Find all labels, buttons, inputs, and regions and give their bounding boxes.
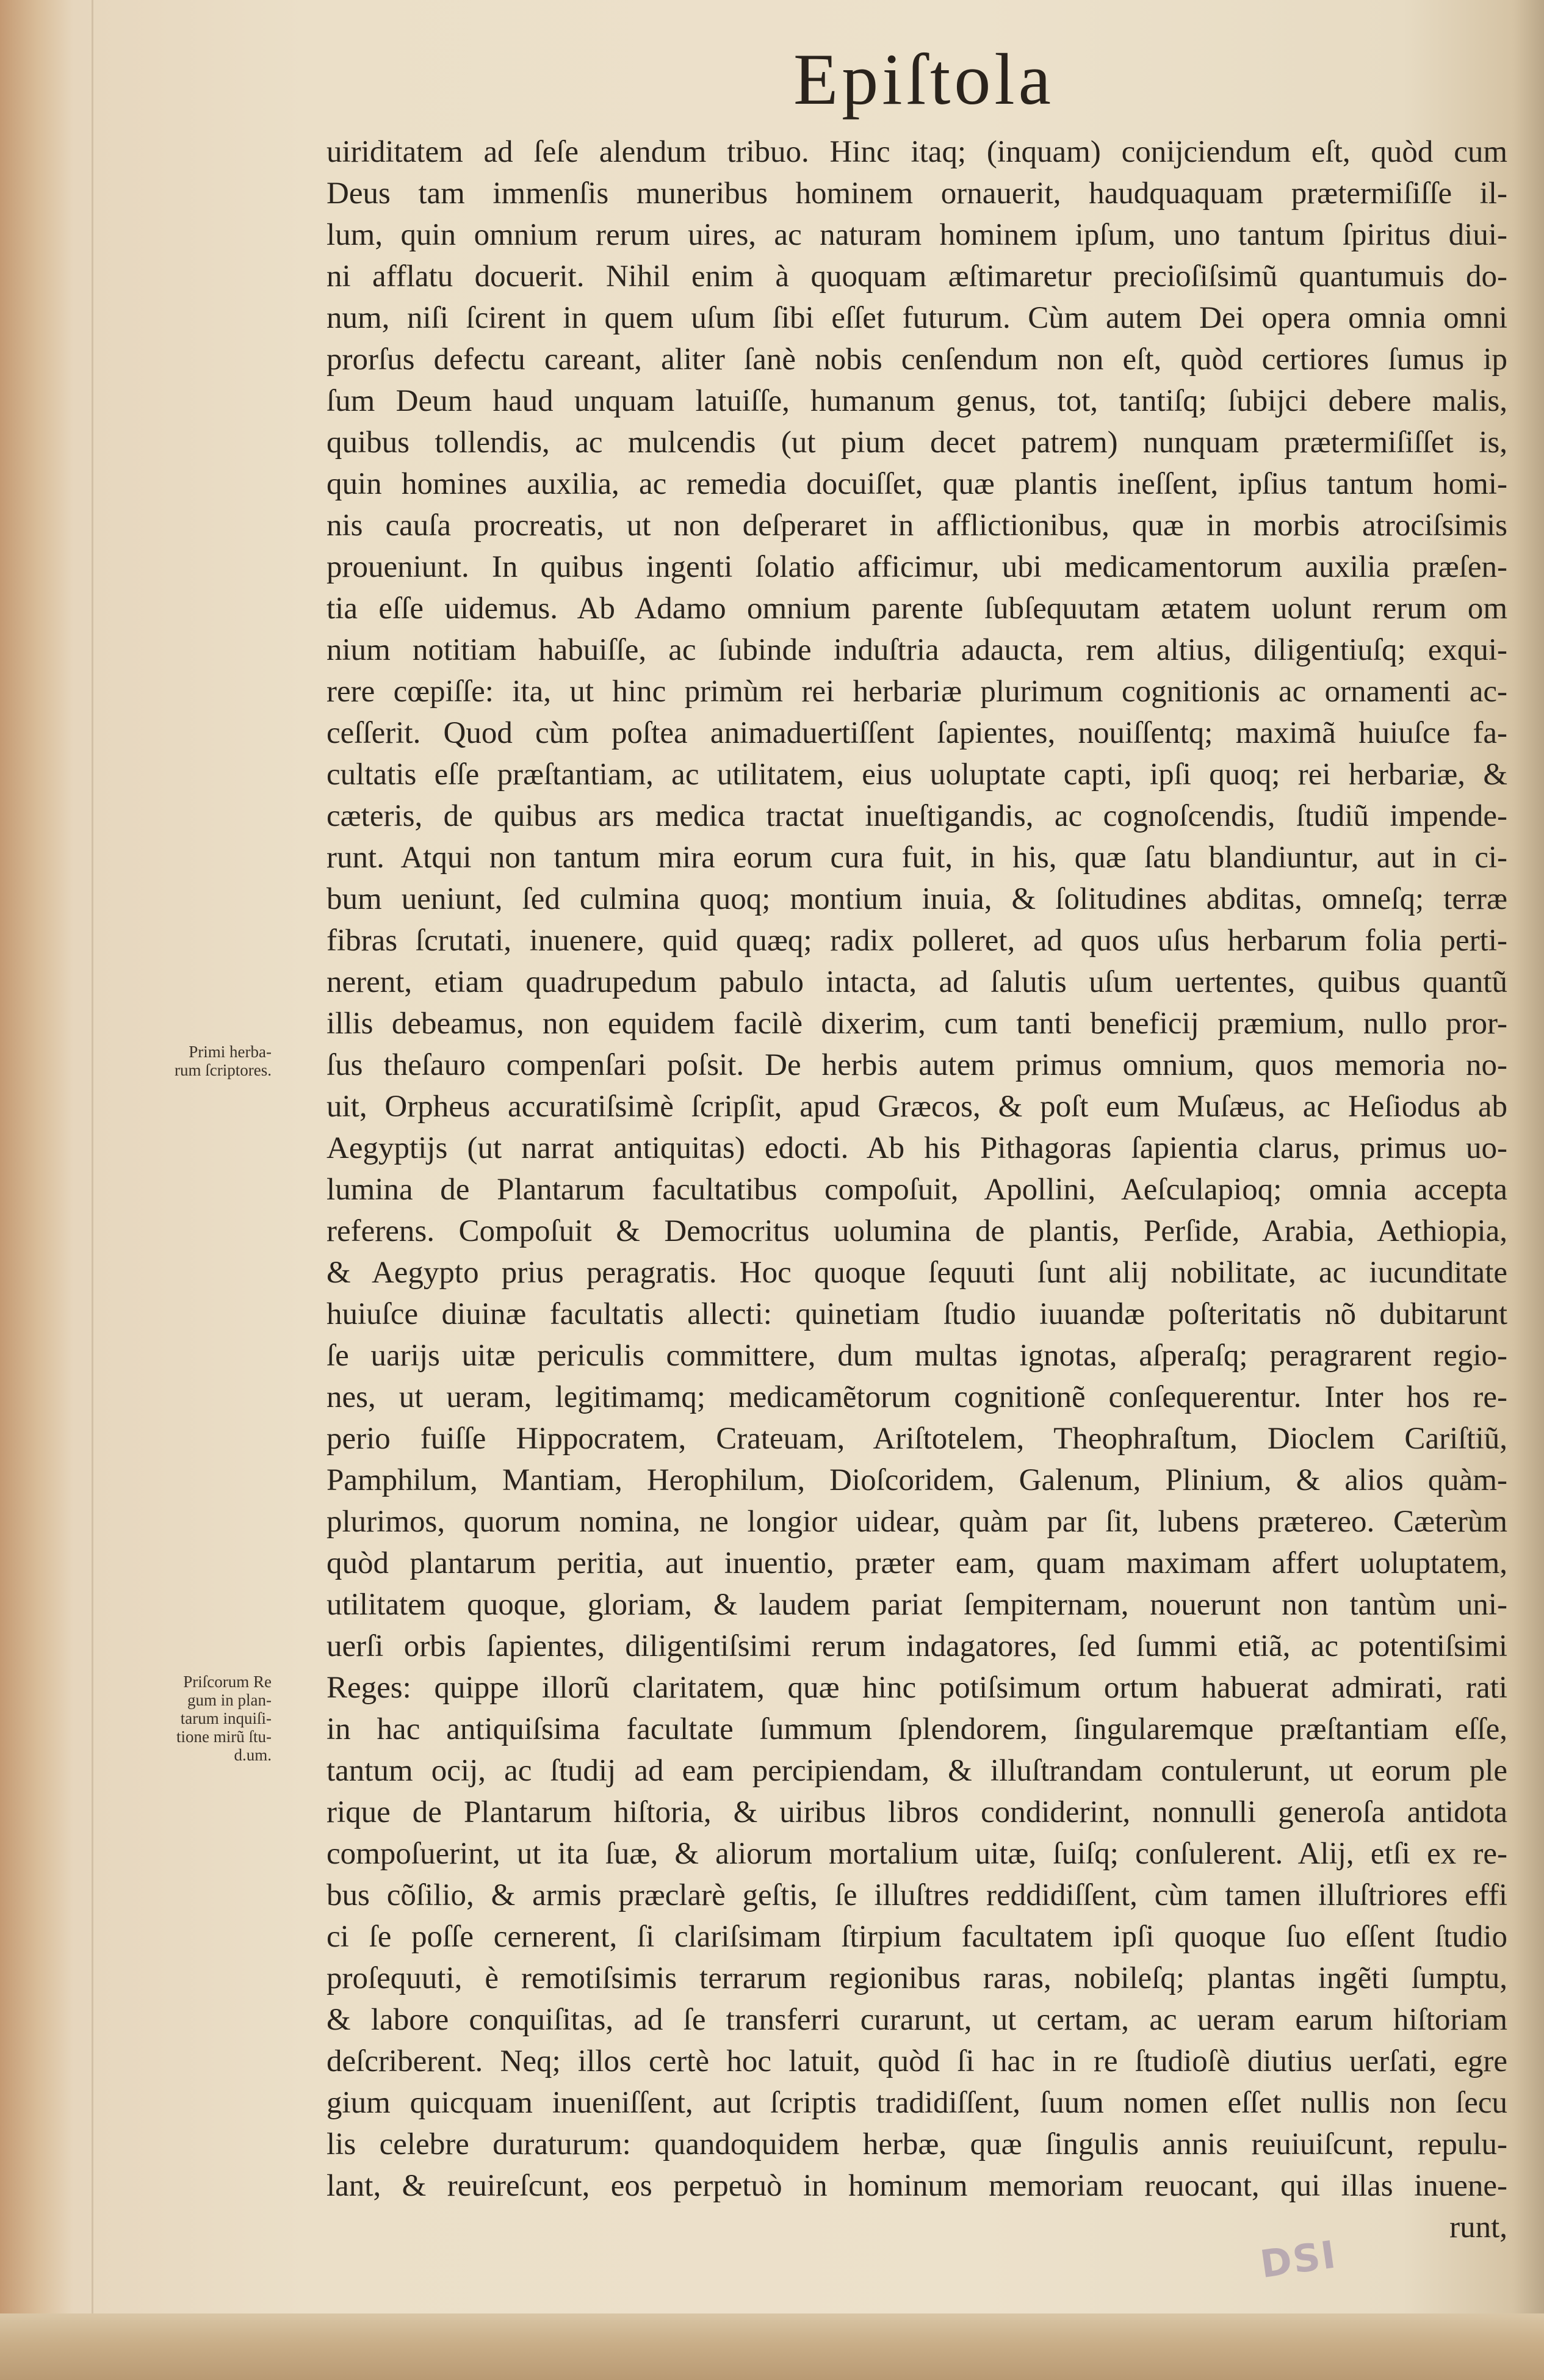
text-line: proſequuti, è remotiſsimis terrarum regionibus raras, nobileſq; plantas ingẽti ſumptu, [326,1961,1507,1995]
text-line: referens. Compoſuit & Democritus uolumina de plantis, Perſide, Arabia, Aethiopia, [326,1214,1507,1248]
margin-note-line: Primi herba- [189,1043,272,1061]
text-line: compoſuerint, ut ita ſuæ, & aliorum mortalium uitæ, ſuiſq; conſulerent. Alij, etſi ex re- [326,1837,1507,1871]
margin-note-herbarum-scriptores [131,1043,272,1079]
text-line: lum, quin omnium rerum uires, ac naturam hominem ipſum, uno tantum ſpiritus diui- [326,218,1507,252]
text-line: lis celebre duraturum: quandoquidem herbæ, quæ ſingulis annis reuiuiſcunt, repulu- [326,2127,1507,2161]
margin-note-line: rum ſcriptores. [175,1061,272,1079]
margin-note-line: d.um. [234,1746,272,1764]
text-line: quòd plantarum peritia, aut inuentio, præter eam, quam maximam affert uoluptatem, [326,1546,1507,1580]
text-line: nium notitiam habuiſſe, ac ſubinde induſtria adaucta, rem altius, diligentiuſq; exqui- [326,633,1507,667]
page-gutter [92,0,93,2313]
margin-note-line: tione mirũ ſtu- [176,1727,272,1746]
text-line: proueniunt. In quibus ingenti ſolatio afficimur, ubi medicamentorum auxilia præſen- [326,550,1507,584]
text-line: uit, Orpheus accuratiſsimè ſcripſit, apud Græcos, & poſt eum Muſæus, ac Heſiodus ab [326,1090,1507,1124]
text-line: deſcriberent. Neq; illos certè hoc latuit, quòd ſi hac in re ſtudioſè diutius uerſati, egre [326,2044,1507,2078]
text-line: ſe uarijs uitæ periculis committere, dum multas ignotas, aſperaſq; peragrarent regio- [326,1339,1507,1373]
text-line: quibus tollendis, ac mulcendis (ut pium decet patrem) nunquam prætermiſiſſet is, [326,425,1507,460]
text-line: tia eſſe uidemus. Ab Adamo omnium parente ſubſequutam ætatem uolunt rerum om [326,591,1507,626]
library-stamp: DSI [1257,2232,1340,2287]
text-line: uerſi orbis ſapientes, diligentiſsimi rerum indagatores, ſed ſummi etiã, ac potentiſsimi [326,1629,1507,1663]
page-title: Epiſtola [793,38,1055,120]
text-line: nes, ut ueram, legitimamq; medicamẽtorum cognitionẽ conſequerentur. Inter hos re- [326,1380,1507,1414]
text-line: runt, [1449,2210,1507,2244]
margin-note-priscorum-regum [131,1673,272,1764]
text-line: lumina de Plantarum facultatibus compoſuit, Apollini, Aeſculapioq; omnia accepta [326,1173,1507,1207]
text-line: tantum ocij, ac ſtudij ad eam percipiendam, & illuſtrandam contulerunt, ut eorum ple [326,1754,1507,1788]
text-line: nis cauſa procreatis, ut non deſperaret in afflictionibus, quæ in morbis atrociſsimis [326,508,1507,543]
text-line: bus cõſilio, & armis præclarè geſtis, ſe illuſtres reddidiſſent, cùm tamen illuſtriores effi [326,1878,1507,1912]
text-line: ci ſe poſſe cernerent, ſi clariſsimam ſtirpium facultatem ipſi quoque ſuo eſſent ſtudio [326,1920,1507,1954]
text-line: utilitatem quoque, gloriam, & laudem pariat ſempiternam, nouerunt non tantùm uni- [326,1588,1507,1622]
page-bottom-edge [0,2313,1544,2380]
text-line: & Aegypto prius peragratis. Hoc quoque ſequuti ſunt alij nobilitate, ac iucunditate [326,1256,1507,1290]
text-line: ceſſerit. Quod cùm poſtea animaduertiſſent ſapientes, nouiſſentq; maximã huiuſce fa- [326,716,1507,750]
text-line: ſum Deum haud unquam latuiſſe, humanum genus, tot, tantiſq; ſubijci debere malis, [326,384,1507,418]
text-line: quin homines auxilia, ac remedia docuiſſet, quæ plantis ineſſent, ipſius tantum homi- [326,467,1507,501]
body-text [326,131,1507,2248]
text-line: lant, & reuireſcunt, eos perpetuò in hominum memoriam reuocant, qui illas inuene- [326,2169,1507,2203]
text-line: perio fuiſſe Hippocratem, Crateuam, Ariſtotelem, Theophraſtum, Dioclem Cariſtiũ, [326,1422,1507,1456]
text-line: cæteris, de quibus ars medica tractat inueſtigandis, ac cognoſcendis, ſtudiũ impende- [326,799,1507,833]
text-line: cultatis eſſe præſtantiam, ac utilitatem, eius uoluptate capti, ipſi quoq; rei herbariæ, & [326,758,1507,792]
text-line: rere cœpiſſe: ita, ut hinc primùm rei herbariæ plurimum cognitionis ac ornamenti ac- [326,675,1507,709]
text-line: plurimos, quorum nomina, ne longior uidear, quàm par ſit, lubens prætereo. Cæterùm [326,1505,1507,1539]
text-line: Aegyptijs (ut narrat antiquitas) edocti. Ab his Pithagoras ſapientia clarus, primus uo- [326,1131,1507,1165]
text-line: Deus tam immenſis muneribus hominem ornauerit, haudquaquam prætermiſiſſe il- [326,176,1507,211]
text-line: runt. Atqui non tantum mira eorum cura fuit, in his, quæ ſatu blandiuntur, aut in ci- [326,841,1507,875]
text-line: Reges: quippe illorũ claritatem, quæ hinc potiſsimum ortum habuerat admirati, rati [326,1671,1507,1705]
text-line: num, niſi ſcirent in quem uſum ſibi eſſet futurum. Cùm autem Dei opera omnia omni [326,301,1507,335]
text-line: uiriditatem ad ſeſe alendum tribuo. Hinc itaq; (inquam) conijciendum eſt, quòd cum [326,135,1507,169]
text-line: huiuſce diuinæ facultatis allecti: quinetiam ſtudio iuuandæ poſteritatis nõ dubitarunt [326,1297,1507,1331]
margin-note-line: Priſcorum Re [183,1673,272,1691]
text-line: prorſus defectu careant, aliter ſanè nobis cenſendum non eſt, quòd certiores ſumus ip [326,342,1507,377]
text-line: in hac antiquiſsima facultate ſummum ſplendorem, ſingularemque præſtantiam eſſe, [326,1712,1507,1746]
text-line: bum ueniunt, ſed culmina quoq; montium inuia, & ſolitudines abditas, omneſq; terræ [326,882,1507,916]
text-line: gium quicquam inueniſſent, aut ſcriptis tradidiſſent, ſuum nomen eſſet nullis non ſecu [326,2086,1507,2120]
text-line: & labore conquiſitas, ad ſe transferri curarunt, ut certam, ac ueram earum hiſtoriam [326,2003,1507,2037]
text-line: Pamphilum, Mantiam, Herophilum, Dioſcoridem, Galenum, Plinium, & alios quàm- [326,1463,1507,1497]
text-line: nerent, etiam quadrupedum pabulo intacta, ad ſalutis uſum uertentes, quibus quantũ [326,965,1507,999]
text-line: illis debeamus, non equidem facilè dixerim, cum tanti beneficij præmium, nullo pror- [326,1007,1507,1041]
text-line: fibras ſcrutati, inuenere, quid quæq; radix polleret, ad quos uſus herbarum folia perti- [326,924,1507,958]
text-line: ſus theſauro compenſari poſsit. De herbis autem primus omnium, quos memoria no- [326,1048,1507,1082]
text-line: ni afflatu docuerit. Nihil enim à quoquam æſtimaretur precioſiſsimũ quantumuis do- [326,259,1507,294]
margin-note-line: gum in plan- [187,1691,272,1709]
text-line: rique de Plantarum hiſtoria, & uiribus libros condiderint, nonnulli generoſa antidota [326,1795,1507,1829]
margin-note-line: tarum inquiſi- [180,1709,272,1727]
